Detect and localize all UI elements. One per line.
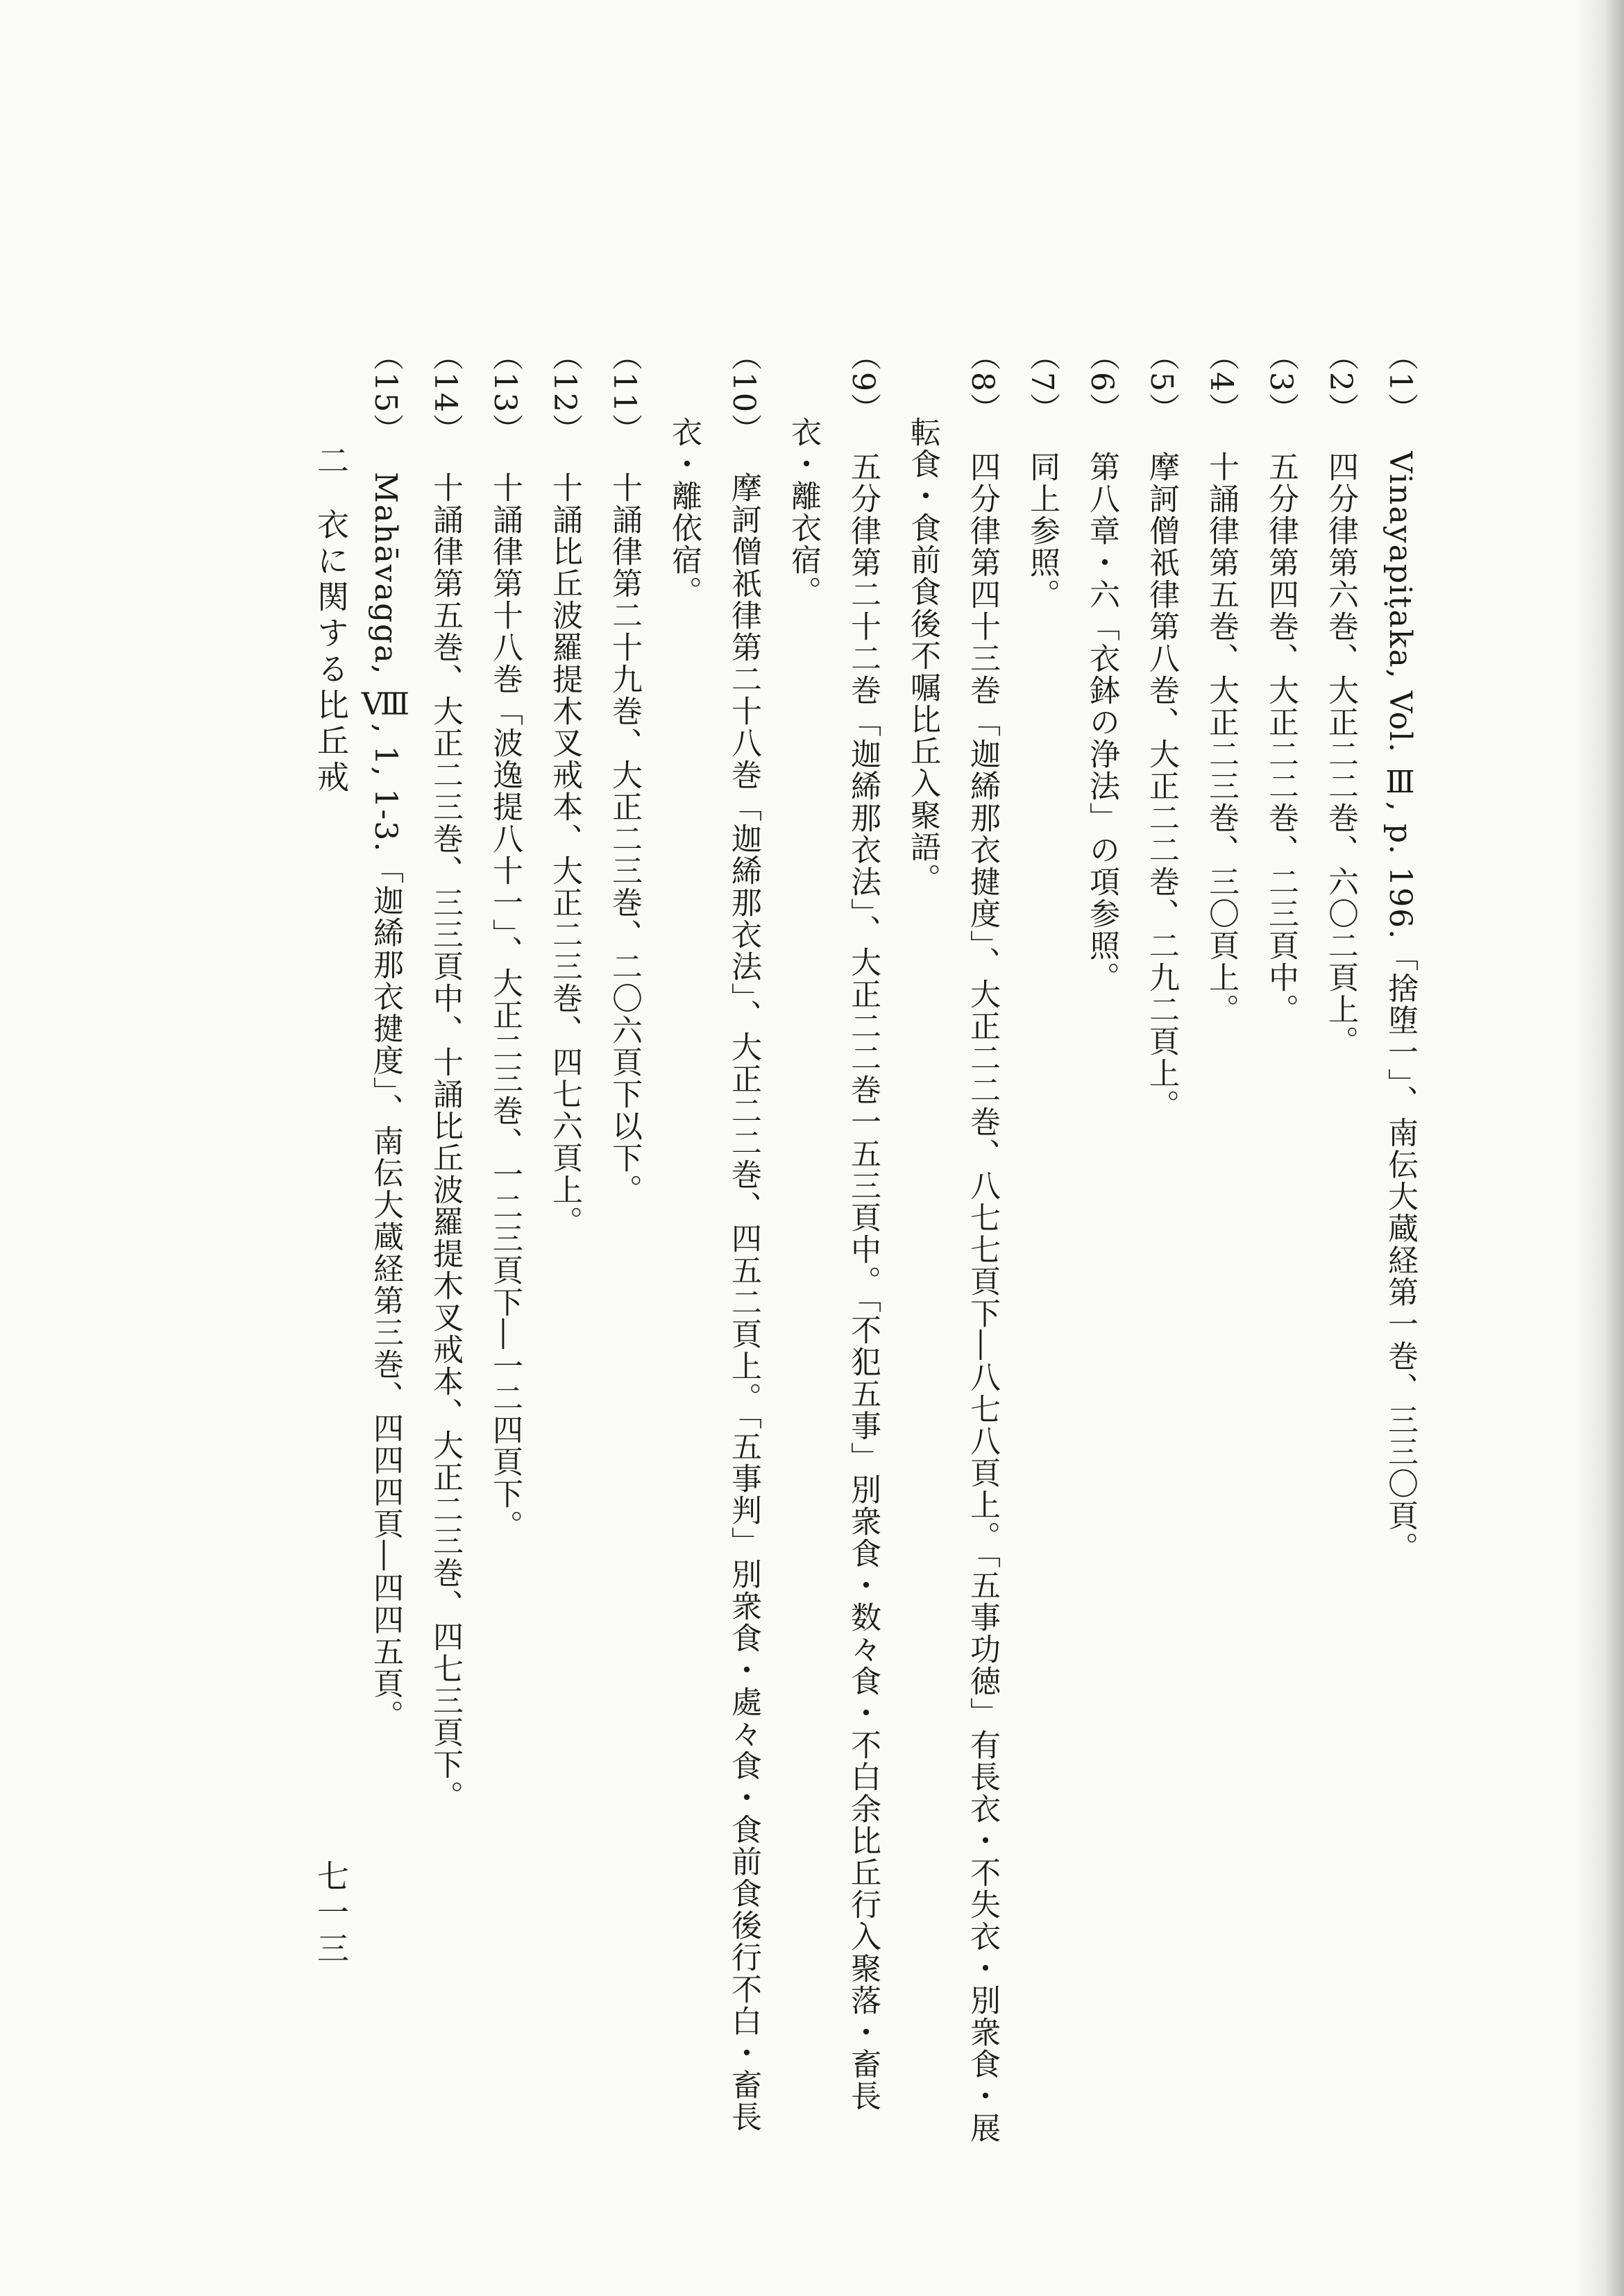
footnote-text: 十誦律第五巻、大正二三巻、三三頁中、十誦比丘波羅提木叉戒本、大正二三巻、四七三頁下。 — [428, 472, 463, 1812]
footnote-text: 衣・離衣宿。 — [786, 416, 821, 608]
footnote-number: （14） — [428, 340, 463, 445]
footnote-item — [475, 340, 534, 2213]
footnote-item — [1131, 340, 1191, 2213]
scan-edge-shadow — [1575, 0, 1624, 2296]
footnote-text: 摩訶僧祇律第八巻、大正二二巻、二九二頁上。 — [1144, 451, 1179, 1121]
footnote-item — [1310, 340, 1370, 2213]
footnote-number: （3） — [1263, 340, 1299, 425]
footnote-text: 四分律第四十三巻「迦絺那衣揵度」、大正二二巻、八七七頁下―八七八頁上。「五事功徳」有長衣・不失衣・別衆食・展 — [965, 451, 1000, 2144]
notes-column — [355, 340, 1430, 2213]
footnote-text: 四分律第六巻、大正二二巻、六〇二頁上。 — [1323, 451, 1358, 1057]
footnote-item — [1251, 340, 1310, 2213]
footnote-number: （12） — [547, 340, 582, 445]
chapter-title: 衣に関する比丘戒 — [312, 508, 350, 797]
footnote-number: （2） — [1323, 340, 1358, 425]
footnote-number: （11） — [607, 340, 642, 445]
running-title — [308, 444, 354, 797]
footnote-number: （15） — [368, 340, 403, 445]
footnote-continuation — [773, 340, 833, 2213]
chapter-number: 二 — [312, 444, 350, 480]
footnote-item — [1370, 340, 1430, 2213]
footnote-text: 衣・離依宿。 — [666, 416, 702, 608]
footnote-number: （8） — [965, 340, 1000, 425]
footnote-number: （13） — [487, 340, 523, 445]
footnote-item — [534, 340, 594, 2213]
footnote-text: 十誦律第二十九巻、大正二三巻、二〇六頁下以下。 — [607, 472, 642, 1206]
footnote-item — [1012, 340, 1072, 2213]
footnote-item — [415, 340, 475, 2213]
footnote-number: （9） — [845, 340, 881, 425]
footnote-text: 摩訶僧祇律第二十八巻「迦絺那衣法」、大正二二巻、四五二頁上。「五事判」別衆食・處々食・食前食後行不白・畜長 — [726, 472, 761, 2133]
footnote-text: 十誦律第十八巻「波逸提八十一」、大正二三巻、一二三頁下―一二四頁下。 — [487, 472, 523, 1542]
footnote-text: 五分律第二十二巻「迦絺那衣法」、大正二二巻一五三頁中。「不犯五事」別衆食・数々食・不白余比丘行入聚落・畜長 — [845, 451, 881, 2112]
footnote-item — [355, 340, 415, 2213]
footnote-text: 十誦比丘波羅提木叉戒本、大正二三巻、四七六頁上。 — [547, 472, 582, 1238]
footnote-number: （1） — [1382, 340, 1418, 425]
footnote-number: （4） — [1203, 340, 1239, 425]
footnote-number: （5） — [1144, 340, 1179, 425]
footnote-text: Mahāvagga, Ⅷ, 1, 1-3.「迦絺那衣揵度」、南伝大蔵経第三巻、四四四頁―四四五頁。 — [368, 472, 403, 1732]
footnote-text: 五分律第四巻、大正二二巻、二三頁中。 — [1263, 451, 1299, 1026]
footnote-number: （10） — [726, 340, 761, 445]
footnote-text: Vinayapiṭaka, Vol. Ⅲ, p. 196.「捨堕一」、南伝大蔵経第一巻、三三〇頁。 — [1382, 451, 1418, 1564]
footnote-text: 十誦律第五巻、大正二三巻、三〇頁上。 — [1203, 451, 1239, 1026]
footnote-text: 同上参照。 — [1024, 451, 1060, 611]
footnote-continuation — [893, 340, 952, 2213]
footnote-item — [1191, 340, 1251, 2213]
footnote-text: 転食・食前食後不嘱比丘入聚語。 — [905, 416, 940, 895]
footnote-continuation — [654, 340, 713, 2213]
page-number: 七一三 — [312, 1860, 350, 1968]
footnote-item — [594, 340, 654, 2213]
footnote-text: 第八章・六「衣鉢の浄法」の項参照。 — [1084, 451, 1119, 994]
footnote-number: （6） — [1084, 340, 1119, 425]
footnote-item — [952, 340, 1012, 2213]
footnote-item — [1072, 340, 1131, 2213]
footnote-item — [833, 340, 893, 2213]
footnote-item — [713, 340, 773, 2213]
footnote-number: （7） — [1024, 340, 1060, 425]
